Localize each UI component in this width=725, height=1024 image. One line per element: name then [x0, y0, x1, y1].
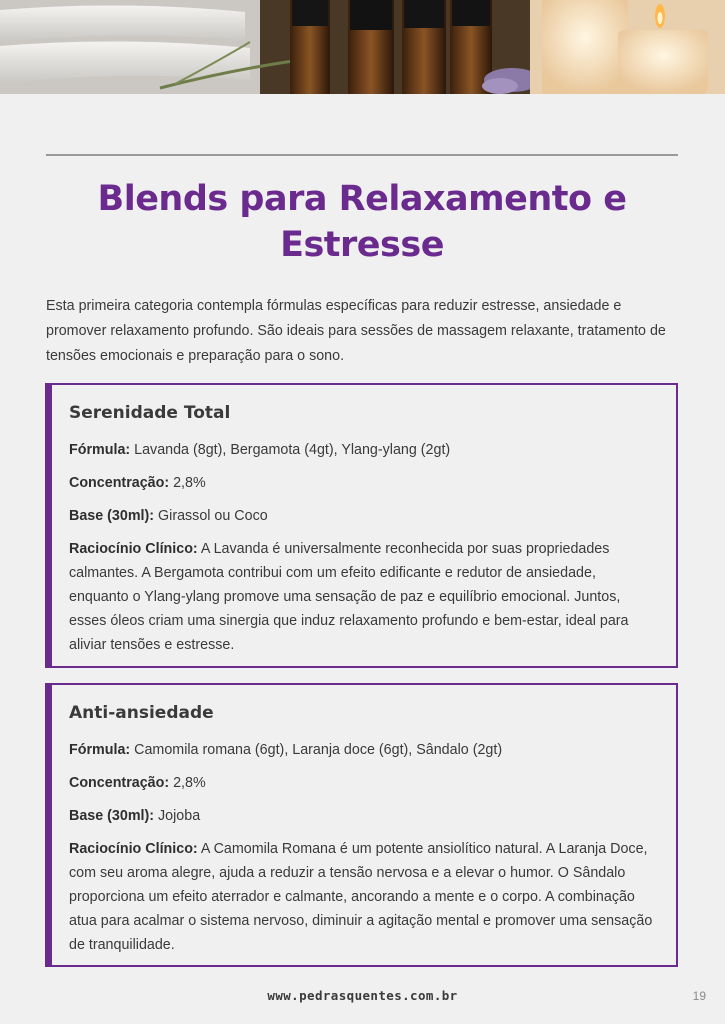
blend-card-serenidade-total	[45, 383, 678, 668]
concentration-value: 2,8%	[173, 775, 206, 791]
blend-reasoning	[69, 537, 656, 657]
page-title: Blends para Relaxamento e Estresse	[97, 179, 627, 265]
formula-value: Camomila romana (6gt), Laranja doce (6gt), Sândalo (2gt)	[134, 742, 503, 758]
reasoning-label: Raciocínio Clínico:	[69, 541, 198, 557]
reasoning-value: A Camomila Romana é um potente ansiolítico natural. A Laranja Doce, com seu aroma alegre, ajuda a reduzir a tensão nervosa e a elevar o humor. O Sândalo proporciona um efeito aterrador e calmante, ancorando a mente e o corpo. A combinação atua para acalmar o sistema nervoso, diminuir a agitação mental e promover uma sensação de tranquilidade.	[69, 841, 653, 953]
blend-base	[69, 804, 656, 828]
base-value: Girassol ou Coco	[158, 508, 268, 524]
blend-name: Anti-ansiedade	[69, 703, 214, 723]
base-label: Base (30ml):	[69, 808, 155, 824]
formula-value: Lavanda (8gt), Bergamota (4gt), Ylang-ylang (2gt)	[134, 442, 451, 458]
hero-photo	[0, 0, 725, 94]
footer-website-url[interactable]: www.pedrasquentes.com.br	[267, 988, 458, 1003]
intro-paragraph: Esta primeira categoria contempla fórmulas específicas para reduzir estresse, ansiedade e promover relaxamento profundo. São ideais para sessões de massagem relaxante, tratamento de tensões emocionais e preparação para o sono.	[46, 298, 666, 364]
spa-photo-illustration	[0, 0, 725, 94]
blend-concentration	[69, 471, 656, 495]
blend-name: Serenidade Total	[69, 403, 231, 423]
blend-concentration	[69, 771, 656, 795]
blend-formula	[69, 738, 656, 762]
reasoning-label: Raciocínio Clínico:	[69, 841, 198, 857]
blend-reasoning	[69, 837, 656, 957]
base-value: Jojoba	[158, 808, 201, 824]
concentration-value: 2,8%	[173, 475, 206, 491]
page-number: 19	[692, 989, 706, 1003]
blend-formula	[69, 438, 656, 462]
reasoning-value: A Lavanda é universalmente reconhecida por suas propriedades calmantes. A Bergamota contribui com um efeito edificante e redutor de ansiedade, enquanto o Ylang-ylang promove uma sensação de paz e equilíbrio emocional. Juntos, esses óleos criam uma sinergia que induz relaxamento profundo e bem-estar, ideal para aliviar tensões e estresse.	[69, 541, 629, 653]
top-divider	[46, 154, 678, 156]
concentration-label: Concentração:	[69, 775, 170, 791]
base-label: Base (30ml):	[69, 508, 155, 524]
blend-base	[69, 504, 656, 528]
concentration-label: Concentração:	[69, 475, 170, 491]
blend-card-anti-ansiedade	[45, 683, 678, 967]
formula-label: Fórmula:	[69, 442, 131, 458]
formula-label: Fórmula:	[69, 742, 131, 758]
